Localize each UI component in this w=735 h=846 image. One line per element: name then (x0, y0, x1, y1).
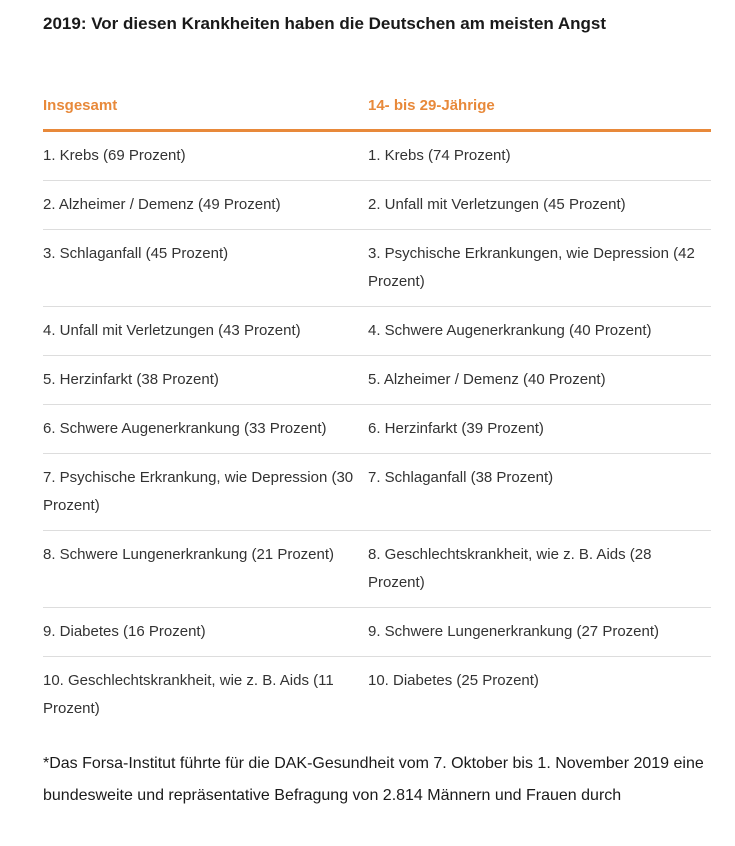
survey-footnote: *Das Forsa-Institut führte für die DAK-Gesundheit vom 7. Oktober bis 1. November 2019 eine bundesweite und repräsentative Befragung von 2.814 Männern und Frauen durch (43, 755, 704, 804)
table-cell: 6. Herzinfarkt (39 Prozent) (368, 404, 711, 453)
table-cell: 1. Krebs (69 Prozent) (43, 130, 368, 180)
table-cell: 1. Krebs (74 Prozent) (368, 130, 711, 180)
table-cell: 5. Alzheimer / Demenz (40 Prozent) (368, 355, 711, 404)
table-cell: 4. Schwere Augenerkrankung (40 Prozent) (368, 306, 711, 355)
table-cell: 9. Schwere Lungenerkrankung (27 Prozent) (368, 607, 711, 656)
table-cell: 6. Schwere Augenerkrankung (33 Prozent) (43, 404, 368, 453)
table-row (43, 530, 711, 607)
table-row (43, 355, 711, 404)
table-row (43, 656, 711, 733)
table-cell: 10. Diabetes (25 Prozent) (368, 671, 539, 689)
table-row (43, 404, 711, 453)
table-cell: 5. Herzinfarkt (38 Prozent) (43, 355, 368, 404)
table-cell: 7. Schlaganfall (38 Prozent) (368, 453, 711, 530)
column-header-14-29: 14- bis 29-Jährige (368, 84, 711, 130)
table-cell: 9. Diabetes (16 Prozent) (43, 607, 368, 656)
table-row (43, 306, 711, 355)
column-header-insgesamt: Insgesamt (43, 84, 368, 130)
table-cell: 2. Alzheimer / Demenz (49 Prozent) (43, 180, 368, 229)
table-cell: 7. Psychische Erkrankung, wie Depression (30 Prozent) (43, 453, 368, 530)
table-row (43, 180, 711, 229)
table-row (43, 453, 711, 530)
page-title: 2019: Vor diesen Krankheiten haben die Deutschen am meisten Angst (43, 14, 607, 33)
ranking-table (43, 84, 711, 733)
table-row (43, 229, 711, 306)
table-cell: 8. Schwere Lungenerkrankung (21 Prozent) (43, 530, 368, 607)
table-cell: 10. Geschlechtskrankheit, wie z. B. Aids (11 Prozent) (43, 671, 334, 717)
table-cell: 3. Psychische Erkrankungen, wie Depression (42 Prozent) (368, 229, 711, 306)
table-row (43, 130, 711, 180)
table-cell: 4. Unfall mit Verletzungen (43 Prozent) (43, 306, 368, 355)
table-cell: 2. Unfall mit Verletzungen (45 Prozent) (368, 180, 711, 229)
table-cell: 3. Schlaganfall (45 Prozent) (43, 229, 368, 306)
table-header-row (43, 84, 711, 130)
table-row (43, 607, 711, 656)
table-cell: 8. Geschlechtskrankheit, wie z. B. Aids (28 Prozent) (368, 530, 711, 607)
